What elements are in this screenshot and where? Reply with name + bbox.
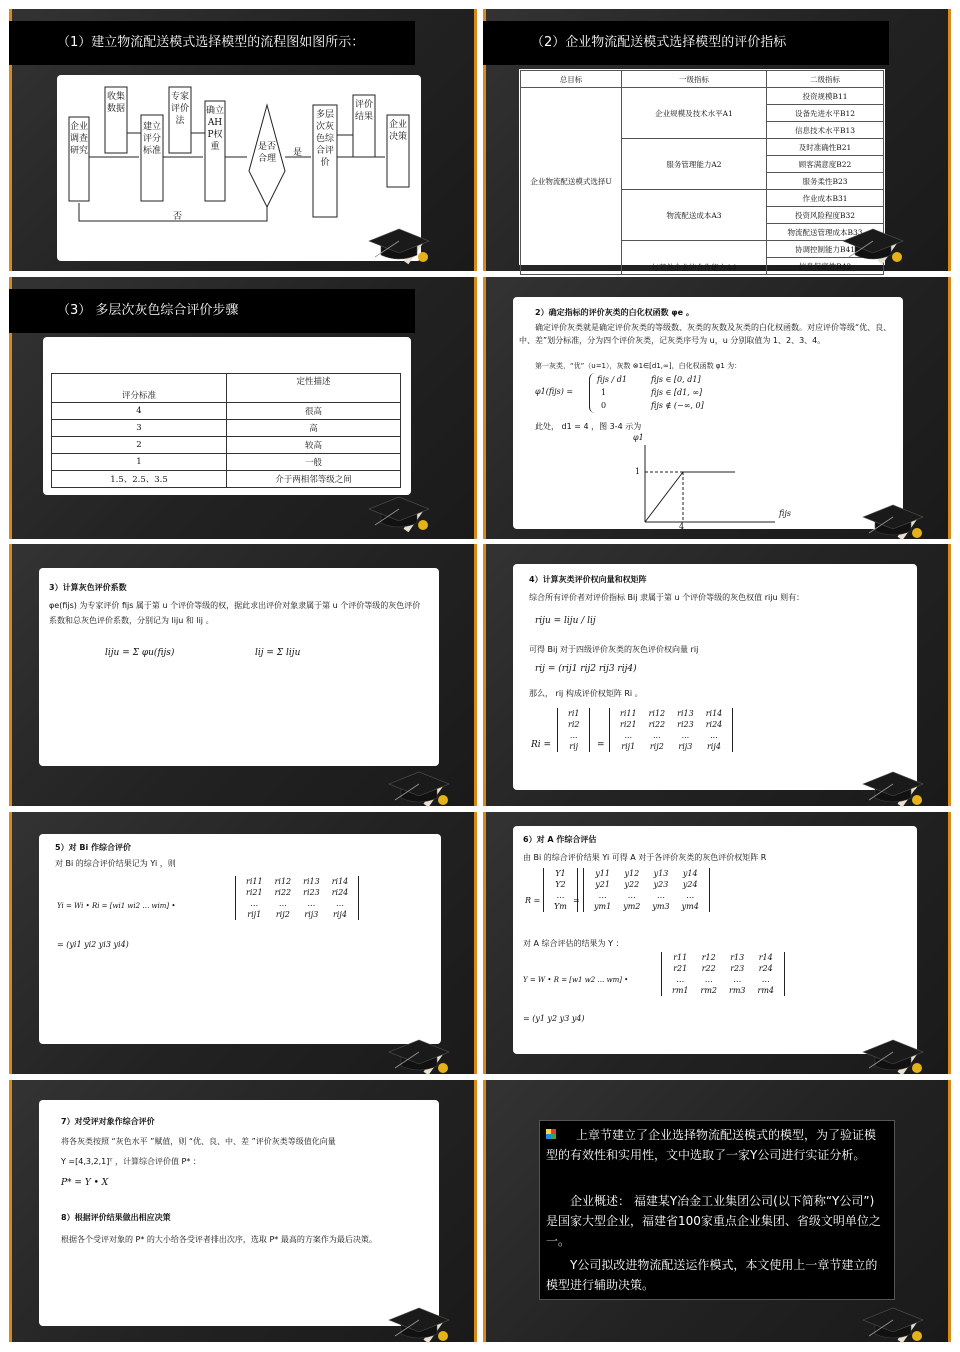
slide-5: [9, 544, 477, 806]
func-case-2-domain: fijs ∈ [d1, ∞]: [651, 388, 703, 397]
slide-title: （1）建立物流配送模式选择模型的流程图如图所示：: [9, 21, 415, 65]
graph-y-label: φ1: [633, 433, 644, 442]
graduation-cap-icon: [857, 762, 937, 808]
weight-matrix: ri11 ri12 ri13 ri14 ri21 ri22 ri23 ri24 ... ... ... ... rij1 rij2 rij3 rij4: [609, 708, 733, 752]
level1-cell: 与其他企业的合作能力A4: [622, 241, 767, 275]
func-case-1-domain: fijs ∈ [0, d1]: [651, 375, 701, 384]
table-row: 1 一般: [52, 454, 401, 471]
slide-title: （3） 多层次灰色综合评价步骤: [9, 289, 415, 333]
flow-box-collect: 收集数据: [106, 92, 125, 114]
flow-box-ahp: 确立AHP权重: [205, 106, 224, 152]
graduation-cap-icon: [837, 219, 917, 265]
level2-cell: 信息保密性B42: [767, 258, 884, 275]
a-evaluation-card: [513, 826, 917, 1054]
indicator-table: [520, 70, 884, 275]
level2-cell: 投资规模B11: [767, 88, 884, 105]
func-case-3-value: 0: [601, 401, 607, 410]
line-1: 将各灰类按照 “灰色水平 ”赋值，则 “优、良、中、差 ”评价灰类等级值化向量: [61, 1137, 336, 1146]
graduation-cap-icon: [857, 495, 937, 541]
level2-cell: 设备先进水平B12: [767, 105, 884, 122]
equation-2: rij = (rij1 rij2 rij3 rij4): [535, 664, 637, 674]
level1-cell: 服务管理能力A2: [622, 139, 767, 190]
section-paragraph: 确定评价灰类就是确定评价灰类的等级数、灰类的灰数及灰类的白化权函数。对应评价等级“优、良、中、差”划分标准，分为四个评价灰类，记灰类序号为 u，u 分别取值为 1、2、3、4。: [519, 323, 892, 345]
flow-box-result: 评价结果: [354, 100, 373, 122]
slide-1: [9, 9, 477, 271]
line-2: Y =[4,3,2,1]ᵀ ，计算综合评价值 P* ：: [61, 1157, 201, 1166]
section-heading: 4）计算灰类评价权向量和权矩阵: [529, 575, 647, 584]
equals-sign: =: [597, 740, 605, 750]
slide-10: [483, 1080, 951, 1342]
equation-1: riju = liju / lij: [535, 616, 596, 626]
flow-box-survey: 企业调查研究: [69, 122, 88, 156]
line-1: 综合所有评价者对评价指标 Bij 隶属于第 u 个评价等级的灰色权值 riju 则有：: [529, 593, 805, 602]
table-header: 总目标: [521, 71, 622, 88]
level2-cell: 投资风险程度B32: [767, 207, 884, 224]
table-header: 二级指标: [767, 71, 884, 88]
graph-x-label: fijs: [779, 509, 791, 518]
case-paragraph-3: Y公司拟改进物流配送运作模式，本文使用上一章节建立的模型进行辅助决策。: [546, 1258, 878, 1292]
level2-cell: 信息技术水平B13: [767, 122, 884, 139]
level2-cell: 顾客满意度B22: [767, 156, 884, 173]
line-1: 对 Bi 的综合评价结果记为 Yi ，则: [55, 859, 176, 868]
level2-cell: 物流配送管理成本B33: [767, 224, 884, 241]
section-heading: 8）根据评价结果做出相应决策: [61, 1213, 171, 1222]
slide-6: [483, 544, 951, 806]
table-header: 评分标准: [52, 374, 227, 403]
case-text-box: [539, 1120, 895, 1300]
level1-cell: 物流配送成本A3: [622, 190, 767, 241]
equation-2: lij = Σ liju: [255, 648, 301, 658]
line-3: 根据各个受评对象的 P* 的大小给各受评者排出次序，选取 P* 最高的方案作为最后决策。: [61, 1235, 377, 1244]
level2-cell: 服务柔性B23: [767, 173, 884, 190]
whitening-function-graph: [625, 437, 785, 527]
case-paragraph-1: 上章节建立了企业选择物流配送模式的模型，为了验证模型的有效性和实用性，文中选取了一家Y公司进行实证分析。: [546, 1128, 877, 1162]
func-case-1-value: fijs / d1: [597, 375, 627, 384]
slide-7: [9, 812, 477, 1074]
graduation-cap-icon: [383, 1030, 463, 1076]
equation: P* = Y • X: [61, 1178, 109, 1188]
table-row: 4 很高: [52, 403, 401, 420]
graduation-cap-icon: [857, 1030, 937, 1076]
case-paragraph-2: 企业概述： 福建某Y冶金工业集团公司(以下简称“Y公司”)是国家大型企业，福建省100家重点企业集团、省级文明单位之一。: [546, 1194, 881, 1248]
scale-table: [51, 373, 401, 488]
indicator-table-card: [519, 69, 885, 272]
table-row: 2 较高: [52, 437, 401, 454]
whitening-function-card: [513, 297, 903, 529]
graduation-cap-icon: [383, 1298, 463, 1344]
equation-result: = (y1 y2 y3 y4): [523, 1014, 585, 1023]
section-heading: 7）对受评对象作综合评价: [61, 1117, 155, 1126]
r-matrix: ri11 ri12 ri13 ri14 ri21 ri22 ri23 ri24 … … … … rij1 rij2 rij3 rij4: [235, 876, 359, 920]
flow-decision: 是否合理: [257, 142, 276, 164]
flow-no-label: 否: [173, 212, 183, 222]
here-line: 此处， d1 = 4 ，图 3-4 示为: [535, 422, 642, 431]
table-row: 3 高: [52, 420, 401, 437]
equals-sign: =: [573, 896, 580, 905]
graduation-cap-icon: [857, 1298, 937, 1344]
r-lhs: R =: [525, 896, 541, 905]
line-2: 可得 Bij 对于四级评价灰类的灰色评价权向量 rij: [529, 645, 699, 654]
flow-box-decision: 企业决策: [388, 120, 407, 142]
r-matrix: r11 r12 r13 r14 r21 r22 r23 r24 … … … … rm1 rm2 rm3 rm4: [661, 952, 785, 996]
section-heading: 3）计算灰色评价系数: [49, 583, 127, 592]
section-heading: 2）确定指标的评价灰类的白化权函数 φe 。: [535, 308, 694, 317]
flow-box-standard: 建立评分标准: [142, 122, 161, 156]
table-header: 定性描述: [227, 374, 401, 403]
level1-cell: 企业规模及技术水平A1: [622, 88, 767, 139]
equation-lhs: Y = W • R = [w1 w2 … wm] •: [523, 976, 629, 984]
decision-card: [39, 1100, 439, 1326]
func-lhs: φ1(fijs) =: [535, 387, 574, 396]
func-case-3-domain: fijs ∉ (−∞, 0]: [651, 401, 704, 410]
line-2: 对 A 综合评估的结果为 Y ：: [523, 939, 624, 948]
b-evaluation-card: [39, 834, 441, 1044]
goal-cell: 企业物流配送模式选择U: [521, 88, 622, 275]
line-3: 那么， rij 构成评价权矩阵 Ri 。: [529, 689, 643, 698]
flow-yes-label: 是: [293, 148, 303, 158]
table-header: 一级指标: [622, 71, 767, 88]
level2-cell: 作业成本B31: [767, 190, 884, 207]
slide-3: [9, 277, 477, 539]
section-heading: 6）对 A 作综合评估: [523, 835, 597, 844]
y-column: Y1 Y2 … Ym: [543, 868, 578, 912]
slide-4: [483, 277, 951, 539]
line-1: 由 Bi 的综合评价结果 Yi 可得 A 对于各评价灰类的灰色评价权矩阵 R: [523, 853, 767, 862]
section-heading: 5）对 Bi 作综合评价: [55, 843, 131, 852]
grey-coefficient-card: [39, 568, 439, 766]
weight-matrix-card: [513, 564, 917, 790]
y-matrix: y11 y12 y13 y14 y21 y22 y23 y24 … … … … ym1 ym2 ym3 ym4: [583, 868, 710, 912]
section-paragraph: φe(fijs) 为专家评价 fijs 属于第 u 个评价等级的权，据此求出评价对象隶属于第 u 个评价等级的灰色评价系数和总灰色评价系数，分别记为 liju 和 lij 。: [49, 601, 421, 625]
graduation-cap-icon: [363, 487, 443, 533]
graph-one-label: 1: [635, 467, 641, 476]
equation-lhs: Yi = Wi • Ri = [wi1 wi2 … wim] •: [57, 902, 176, 910]
slide-9: [9, 1080, 477, 1342]
func-case-2-value: 1: [601, 388, 607, 397]
graduation-cap-icon: [383, 762, 463, 808]
matrix-lhs: Ri =: [531, 740, 552, 750]
flow-box-expert: 专家评价法: [170, 92, 189, 126]
func-brace: [589, 373, 596, 413]
slide-title: （2）企业物流配送模式选择模型的评价指标: [483, 21, 889, 65]
flow-box-grey-eval: 多层次灰色综合评价: [315, 110, 334, 168]
level2-cell: 及时准确性B21: [767, 139, 884, 156]
equation-result: = (yi1 yi2 yi3 yi4): [57, 940, 129, 949]
graph-four-label: 4: [679, 522, 685, 531]
first-class-line: 第一灰类，“优”（u=1），灰数 ⊗1∈[d1,∞]，白化权函数 φ1 为：: [535, 362, 742, 370]
graduation-cap-icon: [363, 219, 443, 265]
slide-2: [483, 9, 951, 271]
level2-cell: 协调控制能力B41: [767, 241, 884, 258]
table-row: 1.5、2.5、3.5 介于两相邻等级之间: [52, 471, 401, 488]
scale-table-card: [43, 337, 411, 495]
equation-1: liju = Σ φu(fijs): [105, 648, 175, 658]
slide-8: [483, 812, 951, 1074]
vector-column: ri1 ri2 ... rij: [557, 708, 590, 752]
